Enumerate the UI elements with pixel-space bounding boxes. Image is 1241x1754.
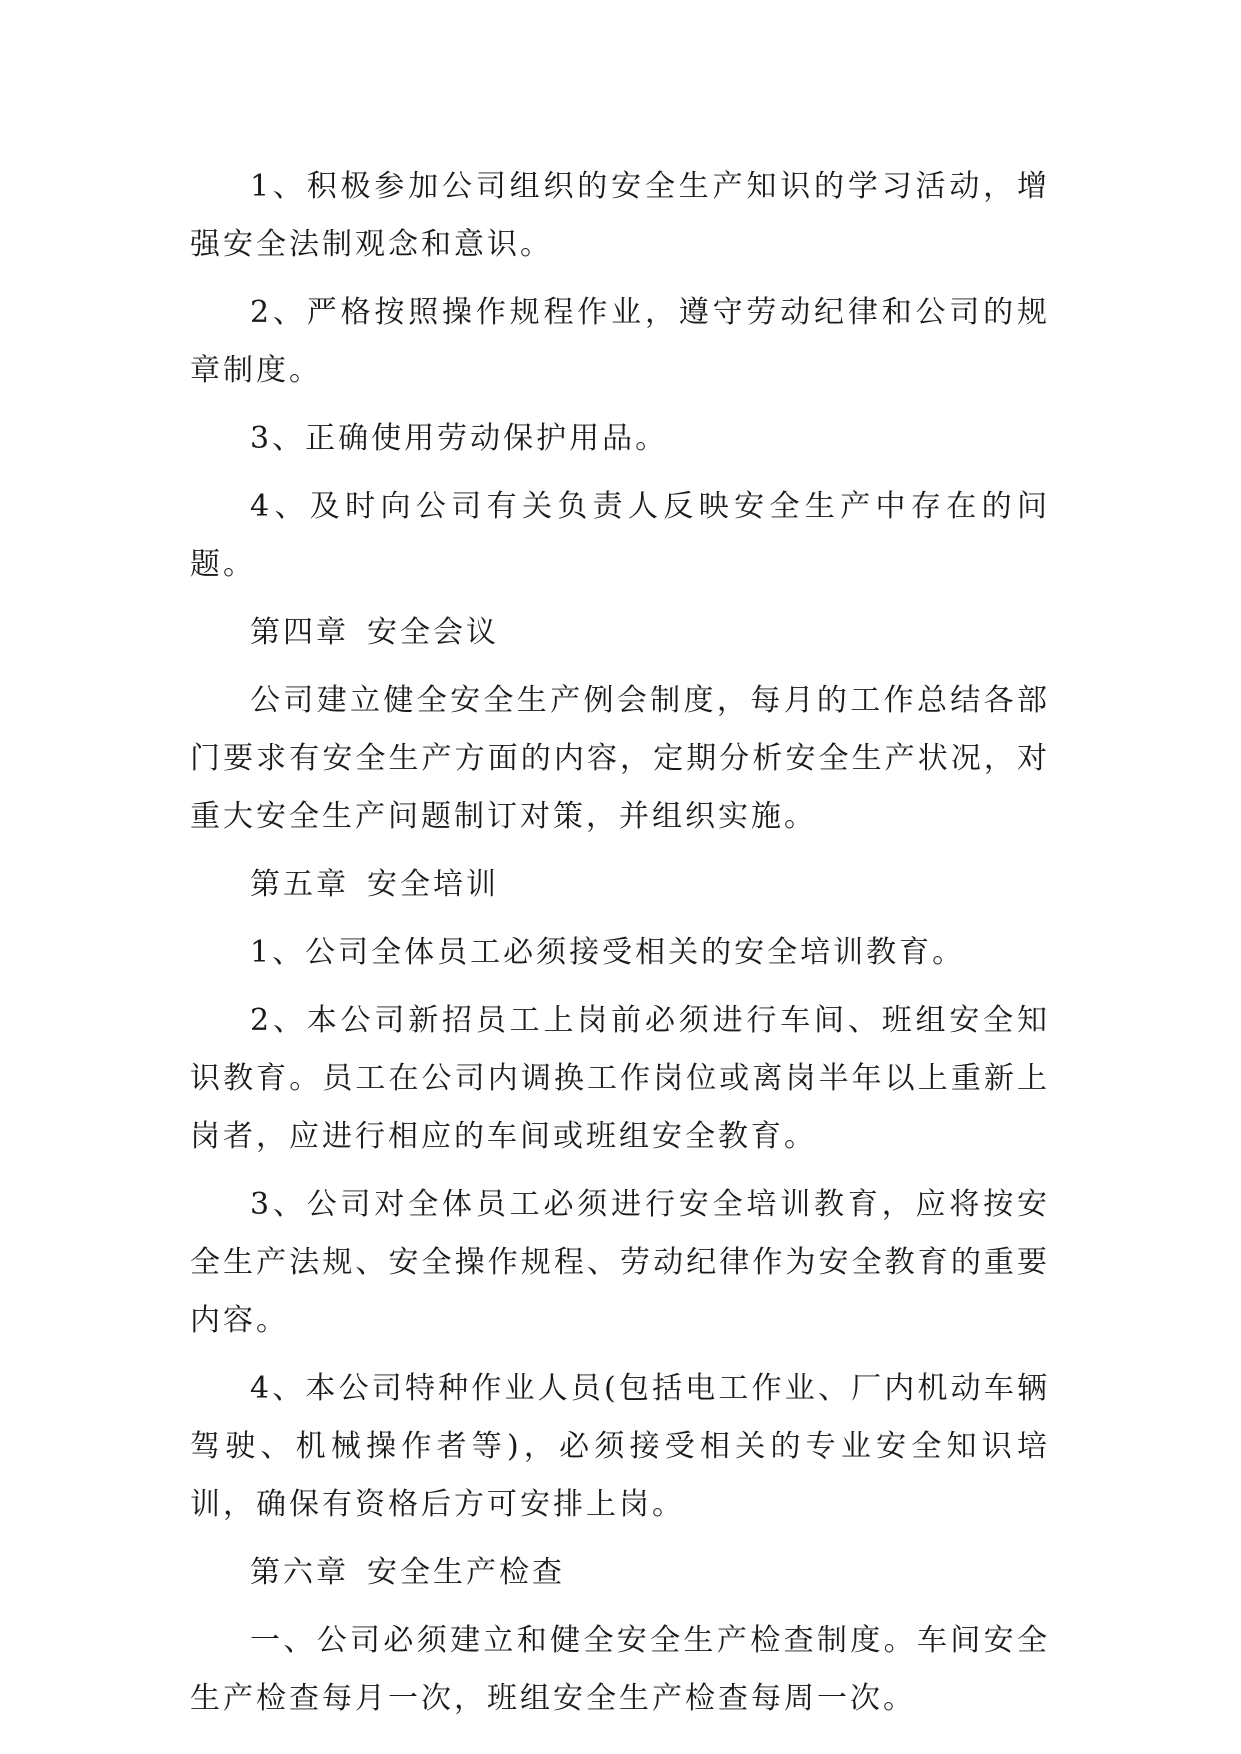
chapter-number: 第四章 [250,615,349,650]
chapter-heading-5 [190,856,1050,914]
chapter-heading-6 [190,1544,1050,1602]
paragraph-7: 2、本公司新招员工上岗前必须进行车间、班组安全知识教育。员工在公司内调换工作岗位或离岗半年以上重新上岗者，应进行相应的车间或班组安全教育。 [190,1003,1050,1154]
chapter-heading-4 [190,604,1050,662]
paragraph-9: 4、本公司特种作业人员(包括电工作业、厂内机动车辆驾驶、机械操作者等)，必须接受相关的专业安全知识培训，确保有资格后方可安排上岗。 [190,1371,1050,1522]
paragraph-10: 一、公司必须建立和健全安全生产检查制度。车间安全生产检查每月一次，班组安全生产检查每周一次。 [190,1623,1050,1716]
document-page [190,158,1050,1738]
paragraph-1: 1、积极参加公司组织的安全生产知识的学习活动，增强安全法制观念和意识。 [190,169,1050,262]
paragraph-4: 4、及时向公司有关负责人反映安全生产中存在的问题。 [190,489,1050,582]
paragraph-6: 1、公司全体员工必须接受相关的安全培训教育。 [250,935,966,970]
paragraph-2: 2、严格按照操作规程作业，遵守劳动纪律和公司的规章制度。 [190,295,1050,388]
paragraph-3: 3、正确使用劳动保护用品。 [250,421,669,456]
chapter-title: 安全培训 [367,867,499,902]
chapter-number: 第五章 [250,867,349,902]
chapter-number: 第六章 [250,1555,349,1590]
chapter-title: 安全生产检查 [367,1555,565,1590]
chapter-title: 安全会议 [367,615,499,650]
paragraph-5: 公司建立健全安全生产例会制度，每月的工作总结各部门要求有安全生产方面的内容，定期分析安全生产状况，对重大安全生产问题制订对策，并组织实施。 [190,683,1050,834]
paragraph-8: 3、公司对全体员工必须进行安全培训教育，应将按安全生产法规、安全操作规程、劳动纪律作为安全教育的重要内容。 [190,1187,1050,1338]
